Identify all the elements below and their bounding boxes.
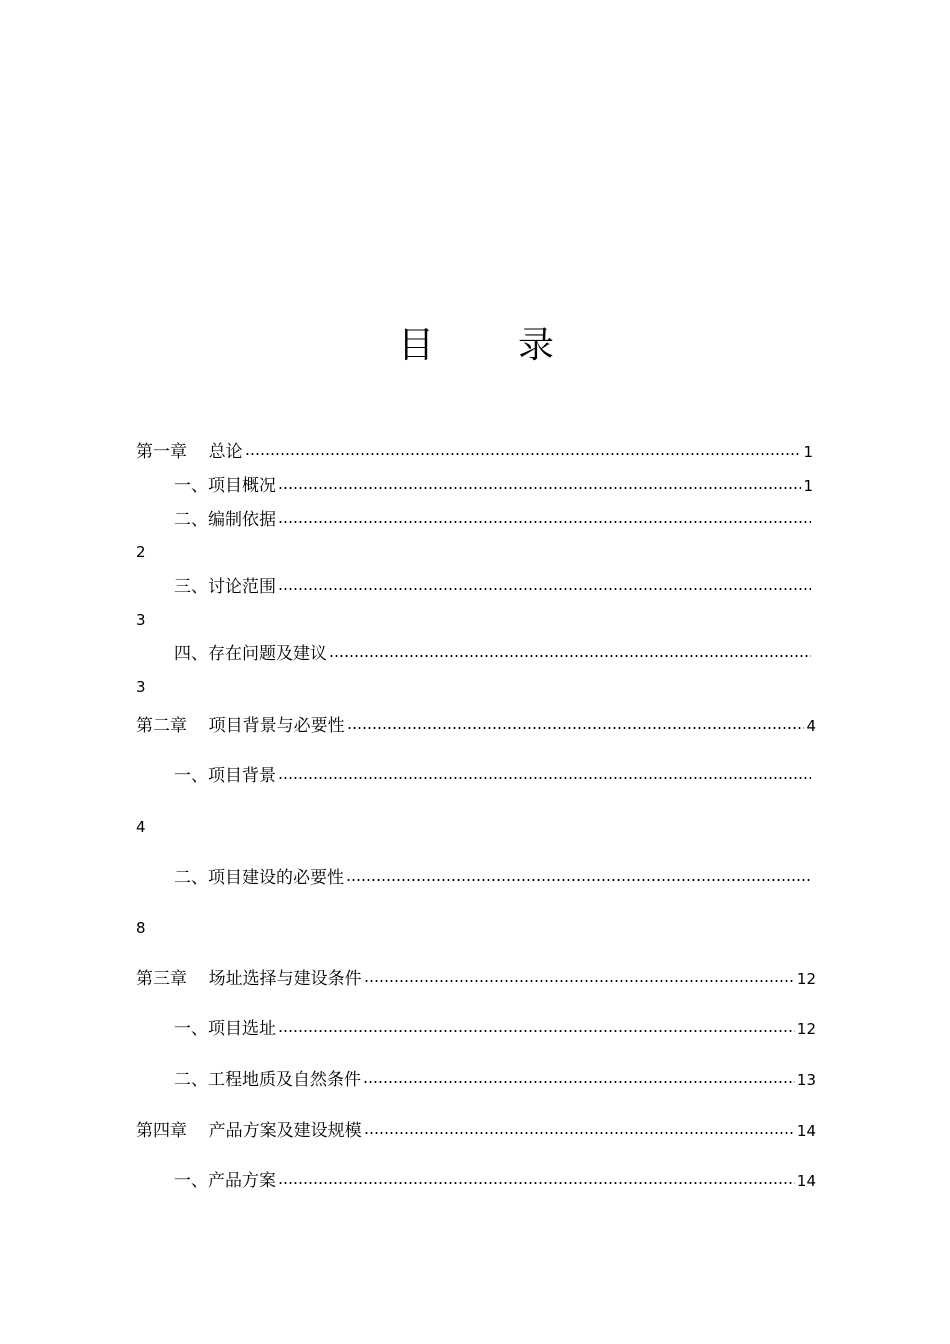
toc-entry-label: 一、项目概况 — [174, 476, 276, 496]
toc-entry-page: 13 — [796, 1071, 816, 1089]
toc-entry-label: 二、项目建设的必要性 — [174, 868, 344, 888]
toc-entry-page: 14 — [796, 1122, 816, 1140]
toc-entry-page: 12 — [796, 970, 816, 988]
dot-leader — [278, 1182, 795, 1184]
toc-entry-section[interactable] — [174, 1016, 816, 1042]
toc-entry-label: 二、工程地质及自然条件 — [174, 1070, 361, 1090]
toc-entry-label: 四、存在问题及建议 — [174, 644, 327, 664]
toc-entry-label: 一、产品方案 — [174, 1171, 276, 1191]
toc-entry-label: 一、项目选址 — [174, 1019, 276, 1039]
toc-entry-section[interactable] — [174, 763, 813, 789]
toc-entry-label: 一、项目背景 — [174, 766, 276, 786]
toc-entry-page: 4 — [806, 717, 816, 735]
toc-entry-page: 1 — [803, 443, 813, 461]
toc-title — [0, 318, 950, 374]
dot-leader — [278, 588, 811, 590]
toc-entry-page: 3 — [136, 611, 146, 629]
dot-leader — [278, 1030, 795, 1032]
toc-entry-label: 二、编制依据 — [174, 510, 276, 530]
toc-entry-section[interactable] — [174, 865, 813, 891]
dot-leader — [346, 879, 811, 881]
dot-leader — [363, 1081, 795, 1083]
toc-entry-page: 3 — [136, 678, 146, 696]
toc-entry-chapter-3[interactable] — [136, 966, 816, 992]
toc-entry-label: 第一章 总论 — [136, 442, 243, 462]
toc-entry-page: 4 — [136, 818, 146, 836]
toc-entry-page: 2 — [136, 543, 146, 561]
toc-entry-section[interactable] — [174, 574, 813, 600]
toc-entry-page: 14 — [796, 1172, 816, 1190]
toc-entry-page: 12 — [796, 1020, 816, 1038]
title-char-1: 目 — [398, 325, 435, 366]
dot-leader — [245, 453, 802, 455]
toc-entry-page: 8 — [136, 919, 146, 937]
toc-entry-label: 第三章 场址选择与建设条件 — [136, 969, 362, 989]
dot-leader — [329, 655, 811, 657]
toc-entry-page: 1 — [803, 477, 813, 495]
dot-leader — [278, 521, 811, 523]
toc-entry-section[interactable] — [174, 641, 813, 667]
dot-leader — [278, 777, 811, 779]
dot-leader — [347, 727, 805, 729]
toc-entry-chapter-2[interactable] — [136, 713, 816, 739]
toc-entry-section[interactable] — [174, 1168, 816, 1194]
toc-entry-section[interactable] — [174, 473, 813, 499]
title-char-2: 录 — [518, 325, 555, 366]
toc-entry-label: 第四章 产品方案及建设规模 — [136, 1121, 362, 1141]
toc-entry-chapter-1[interactable] — [136, 439, 813, 465]
dot-leader — [364, 980, 795, 982]
toc-entry-label: 第二章 项目背景与必要性 — [136, 716, 345, 736]
toc-entry-section[interactable] — [174, 507, 813, 533]
toc-entry-chapter-4[interactable] — [136, 1118, 816, 1144]
dot-leader — [278, 487, 801, 489]
toc-entry-section[interactable] — [174, 1067, 816, 1093]
toc-entry-label: 三、讨论范围 — [174, 577, 276, 597]
dot-leader — [364, 1132, 795, 1134]
